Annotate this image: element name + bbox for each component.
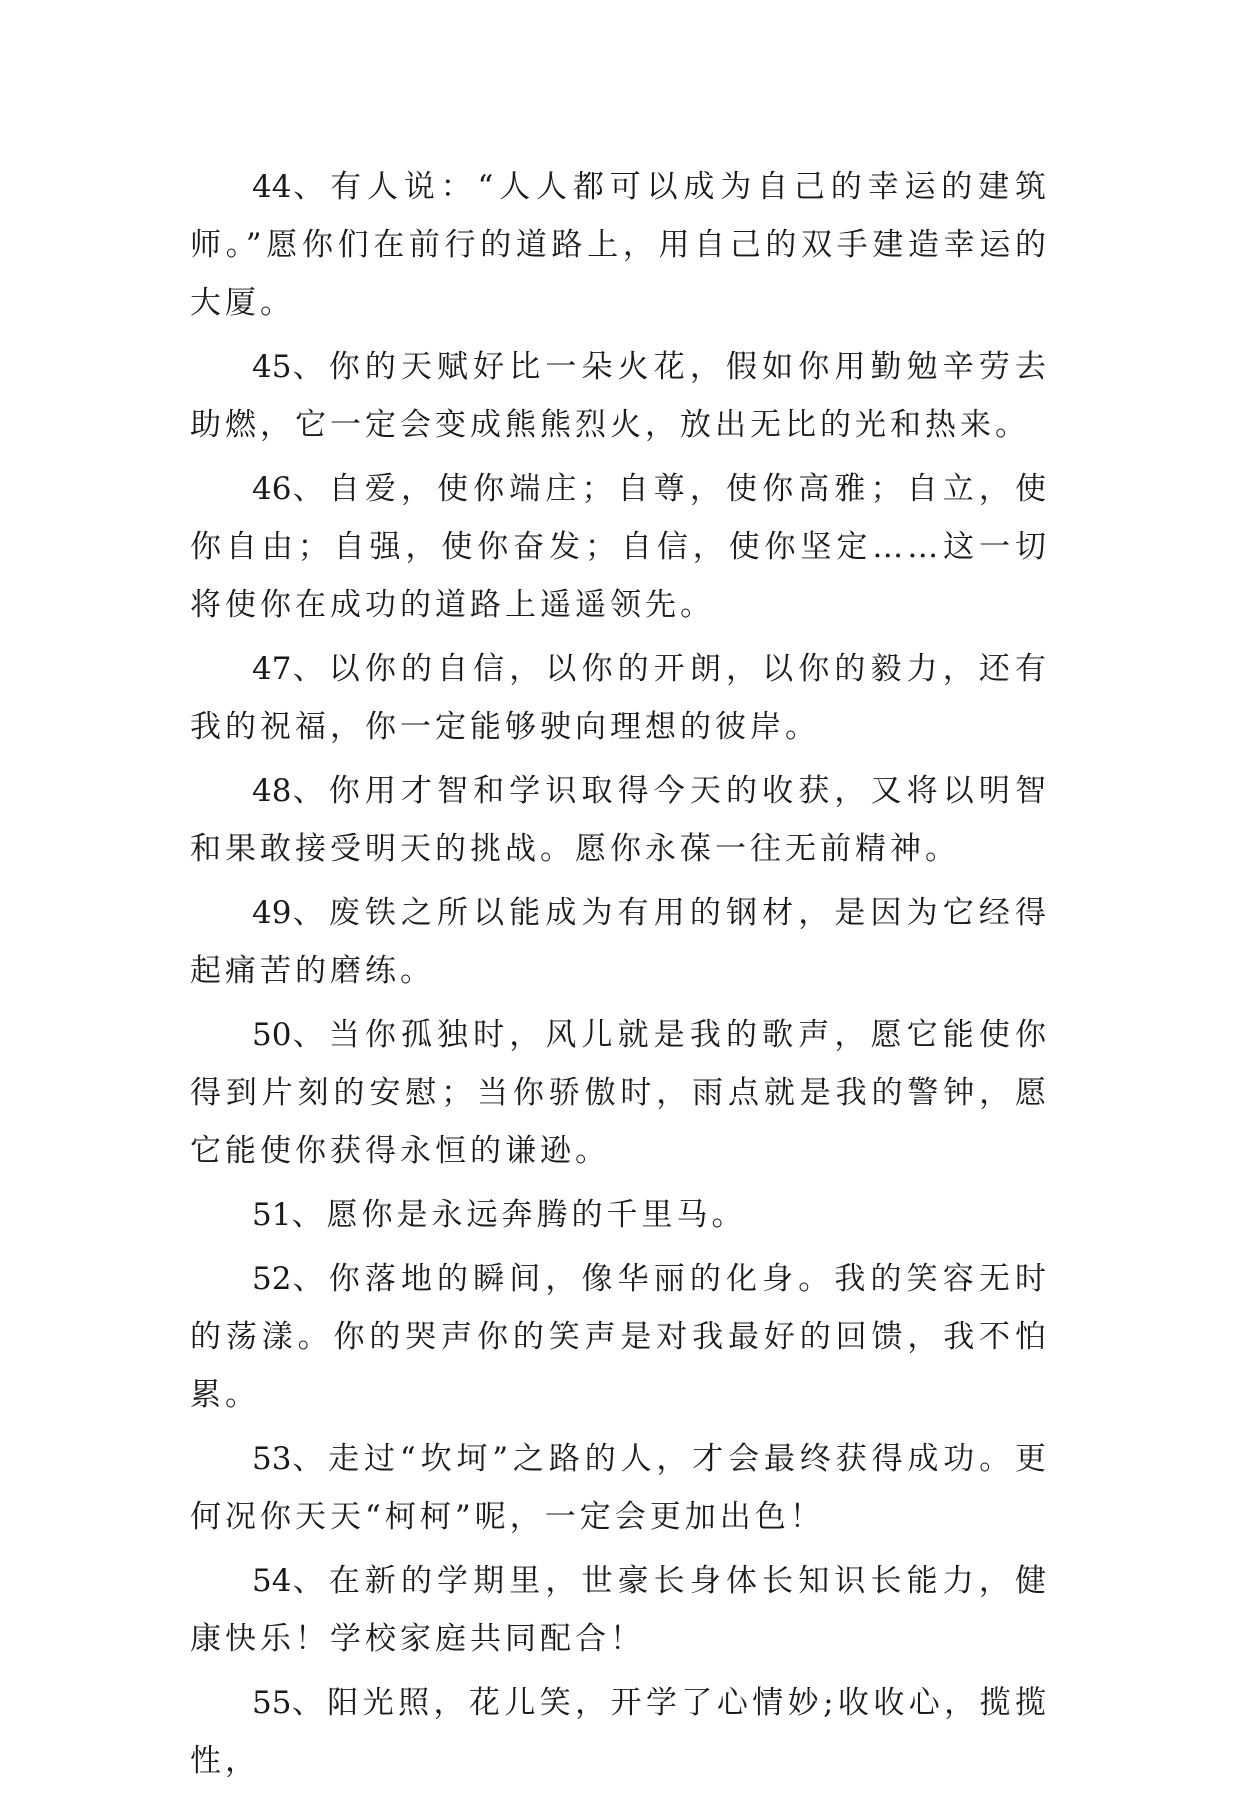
paragraph-54 [190,1552,1050,1668]
paragraph-47 [190,640,1050,756]
paragraph-49 [190,884,1050,1000]
paragraph-number: 48 [252,773,292,809]
paragraph-48 [190,762,1050,878]
paragraph-text: 、愿你是永远奔腾的千里马。 [291,1197,747,1233]
paragraph-text: 、你落地的瞬间，像华丽的化身。我的笑容无时的荡漾。你的哭声你的笑声是对我最好的回馈，我不怕累。 [190,1261,1050,1413]
paragraph-number: 54 [252,1563,292,1599]
paragraph-text: 、你的天赋好比一朵火花，假如你用勤勉辛劳去助燃，它一定会变成熊熊烈火，放出无比的光和热来。 [190,349,1050,443]
paragraph-text: 、有人说：“人人都可以成为自己的幸运的建筑师。”愿你们在前行的道路上，用自己的双手建造幸运的大厦。 [190,169,1050,321]
paragraph-number: 45 [252,349,292,385]
document-body [190,158,1050,1796]
paragraph-number: 55 [252,1685,292,1721]
paragraph-text: 、你用才智和学识取得今天的收获，又将以明智和果敢接受明天的挑战。愿你永葆一往无前精神。 [190,773,1050,867]
paragraph-52 [190,1250,1050,1424]
paragraph-number: 52 [252,1261,292,1297]
paragraph-text: 、在新的学期里，世豪长身体长知识长能力，健康快乐！学校家庭共同配合！ [190,1563,1050,1657]
paragraph-number: 47 [252,651,292,687]
paragraph-55 [190,1674,1050,1790]
paragraph-51 [190,1186,1050,1244]
paragraph-53 [190,1430,1050,1546]
paragraph-50 [190,1006,1050,1180]
paragraph-text: 、走过“坎坷”之路的人，才会最终获得成功。更何况你天天“柯柯”呢，一定会更加出色！ [190,1441,1050,1535]
paragraph-number: 53 [252,1441,292,1477]
paragraph-number: 51 [252,1197,292,1233]
paragraph-text: 、废铁之所以能成为有用的钢材，是因为它经得起痛苦的磨练。 [190,895,1050,989]
paragraph-number: 46 [252,471,292,507]
paragraph-text: 、自爱，使你端庄；自尊，使你高雅；自立，使你自由；自强，使你奋发；自信，使你坚定……这一切将使你在成功的道路上遥遥领先。 [190,471,1050,623]
paragraph-text: 、当你孤独时，风儿就是我的歌声，愿它能使你得到片刻的安慰；当你骄傲时，雨点就是我的警钟，愿它能使你获得永恒的谦逊。 [190,1017,1050,1169]
paragraph-44 [190,158,1050,332]
paragraph-45 [190,338,1050,454]
paragraph-number: 44 [252,169,292,205]
paragraph-number: 49 [252,895,292,931]
paragraph-46 [190,460,1050,634]
paragraph-number: 50 [252,1017,292,1053]
paragraph-text: 、以你的自信，以你的开朗，以你的毅力，还有我的祝福，你一定能够驶向理想的彼岸。 [190,651,1050,745]
paragraph-text: 、阳光照，花儿笑，开学了心情妙;收收心，揽揽性， [190,1685,1050,1779]
